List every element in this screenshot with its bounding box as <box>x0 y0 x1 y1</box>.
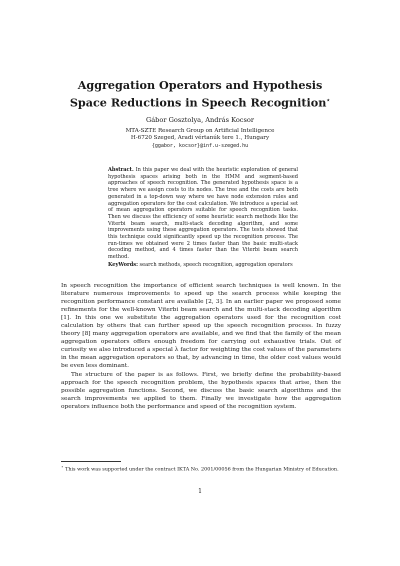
footnote <box>61 464 341 473</box>
footnote-mark: ⋆ <box>61 464 64 469</box>
paper-authors: Gábor Gosztolya, András Kocsor <box>145 116 255 124</box>
author-email: {ggabor, kocsor}@inf.u-szeged.hu <box>151 142 249 149</box>
abstract-body: In this paper we deal with the heuristic exploration of general hypothesis spaces arising both in the HMM and segment-based approaches of speech recognition. The generated hypothesis space is a tree where we assign costs to its nodes. The tree and the costs are both generated in a top-down way where we have node extension rules and aggregation operators for the cost calculation. We introduce a special set of mean aggregation operators suitable for speech recognition tasks. Then we discuss the efficiency of some heuristic search methods like the Viterbi beam search, multi-stack decoding algorithm, and some improvements using these aggregation operators. The tests showed that this technique could significantly speed up the recognition process. The run-times we obtained were 2 times faster than the basic multi-stack decoding method, and 4 times faster than the Viterbi beam search method. <box>108 167 298 261</box>
paper-affiliation <box>0 128 400 150</box>
abstract-block <box>108 167 298 269</box>
keywords-label: KeyWords: <box>108 261 138 268</box>
affiliation-line-2: H-6720 Szeged, Aradi vértanúk tere 1., Hungary <box>130 135 270 142</box>
body-paragraph-1: In speech recognition the importance of efficient search techniques is well known. In the literature numerous improvements to speed up the search process while keeping the recognition performance constant are available [2, 3]. In an earlier paper we proposed some refinements for the well-known Viterbi beam search and the multi-stack decoding algorithm [1]. In this one we substitute the aggregation operators used for the recognition cost calculation by others that can further speed up the speech recognition process. In fuzzy theory [8] many aggregation operators are available, and we find that the family of the mean aggregation operators offers enough freedom for carrying out exhaustive trials. Out of curiosity we also introduced a special λ factor for weighting the cost values of the parameters in the mean aggregation operators so that, by advancing in time, the older cost values would be even less dominant. <box>61 283 341 370</box>
keywords-text: search methods, speech recognition, aggregation operators <box>139 261 293 268</box>
title-footnote-mark: ⋆ <box>326 97 331 104</box>
body-text <box>61 282 341 411</box>
paper-title <box>60 78 340 111</box>
affiliation-line-1: MTA-SZTE Research Group on Artificial Intelligence <box>125 128 275 134</box>
page-number: 1 <box>198 488 202 495</box>
footnote-divider <box>61 461 121 462</box>
abstract-label: Abstract. <box>108 167 134 173</box>
body-paragraph-2: The structure of the paper is as follows. First, we briefly define the probability-based approach for the speech recognition problem, the hypothesis spaces that arise, then the possible aggregation functions. Second, we discuss the basic search algorithms and the search improvements we applied to them. Finally we investigate how the aggregation operators influence both the performance and speed of the recognition system. <box>61 371 341 410</box>
keywords-line <box>108 262 298 269</box>
abstract-text <box>108 167 298 261</box>
footnote-text: This work was supported under the contract IKTA No. 2001/00056 from the Hungarian Ministry of Education. <box>65 466 339 473</box>
paper-title-text: Aggregation Operators and Hypothesis Space Reductions in Speech Recognition <box>69 78 327 110</box>
